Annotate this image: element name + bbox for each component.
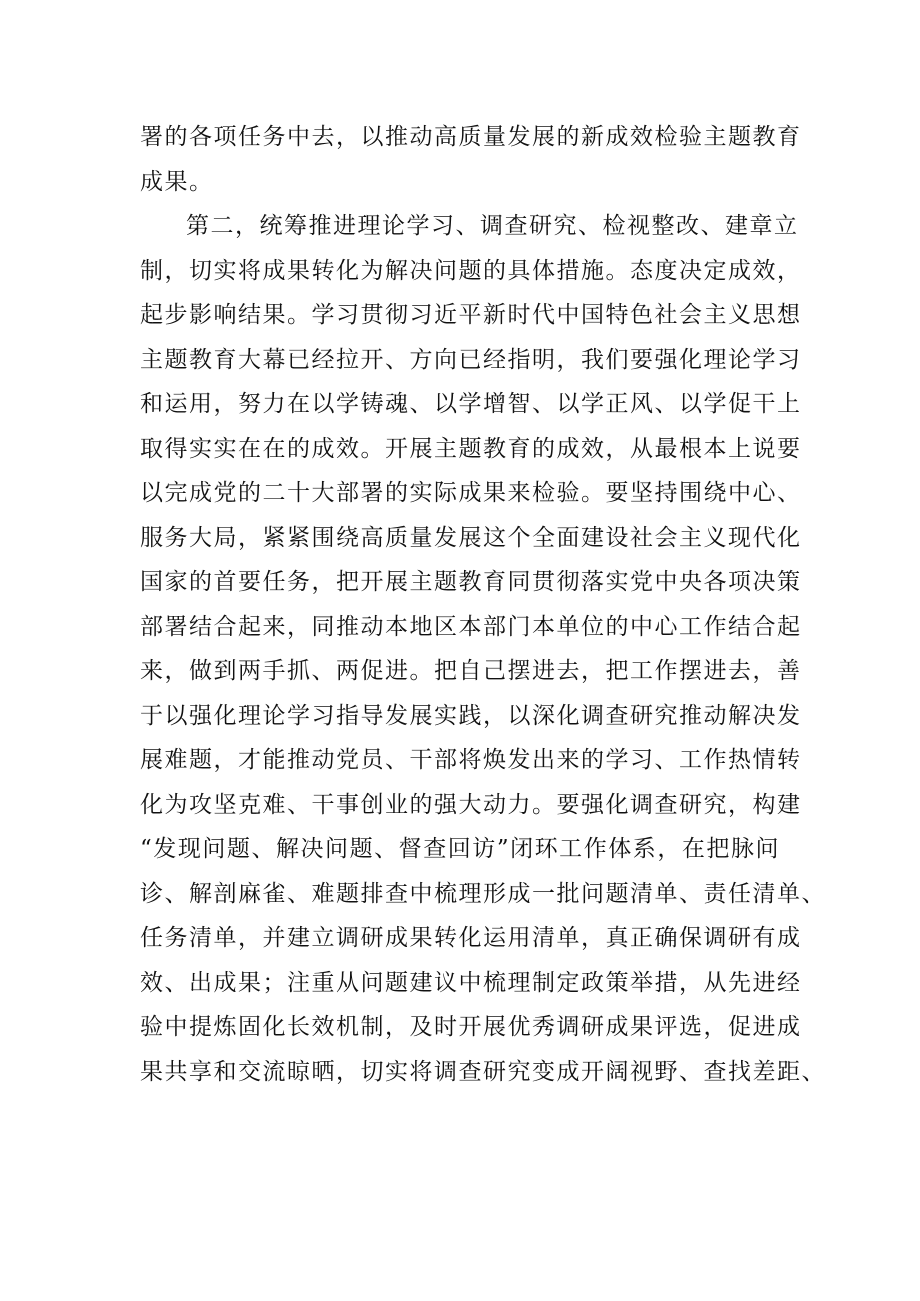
text-line: 以完成党的二十大部署的实际成果来检验。要坚持围绕中心、 <box>140 480 802 506</box>
text-line: 部署结合起来，同推动本地区本部门本单位的中心工作结合起 <box>140 613 802 640</box>
text-line: “发现问题、解决问题、督查回访”闭环工作体系，在把脉问 <box>140 836 780 862</box>
text-line: 国家的首要任务，把开展主题教育同贯彻落实党中央各项决策 <box>140 569 802 595</box>
text-line: 展难题，才能推动党员、干部将焕发出来的学习、工作热情转 <box>140 747 802 773</box>
text-line: 诊、解剖麻雀、难题排查中梳理形成一批问题清单、责任清单、 <box>140 880 826 907</box>
text-line: 于以强化理论学习指导发展实践，以深化调查研究推动解决发 <box>140 702 802 729</box>
text-line: 来，做到两手抓、两促进。把自己摆进去，把工作摆进去，善 <box>140 658 802 684</box>
text-line: 化为攻坚克难、干事创业的强大动力。要强化调查研究，构建 <box>140 791 802 818</box>
text-line: 署的各项任务中去，以推动高质量发展的新成效检验主题教育 <box>140 124 802 150</box>
text-line: 效、出成果；注重从问题建议中梳理制定政策举措，从先进经 <box>140 969 802 996</box>
text-line: 果共享和交流晾晒，切实将调查研究变成开阔视野、查找差距、 <box>140 1058 826 1085</box>
text-line: 任务清单，并建立调研成果转化运用清单，真正确保调研有成 <box>140 925 802 951</box>
paragraph-first-line: 第二，统筹推进理论学习、调查研究、检视整改、建章立 <box>186 213 799 239</box>
text-line: 和运用，努力在以学铸魂、以学增智、以学正风、以学促干上 <box>140 391 802 417</box>
text-line: 验中提炼固化长效机制，及时开展优秀调研成果评选，促进成 <box>140 1014 802 1040</box>
body-text <box>140 115 826 1094</box>
text-line: 服务大局，紧紧围绕高质量发展这个全面建设社会主义现代化 <box>140 524 802 551</box>
text-line: 成果。 <box>140 168 214 195</box>
text-line: 起步影响结果。学习贯彻习近平新时代中国特色社会主义思想 <box>140 302 802 328</box>
text-line: 制，切实将成果转化为解决问题的具体措施。态度决定成效， <box>140 257 802 284</box>
text-line: 主题教育大幕已经拉开、方向已经指明，我们要强化理论学习 <box>140 346 802 373</box>
text-line: 取得实实在在的成效。开展主题教育的成效，从最根本上说要 <box>140 435 802 462</box>
